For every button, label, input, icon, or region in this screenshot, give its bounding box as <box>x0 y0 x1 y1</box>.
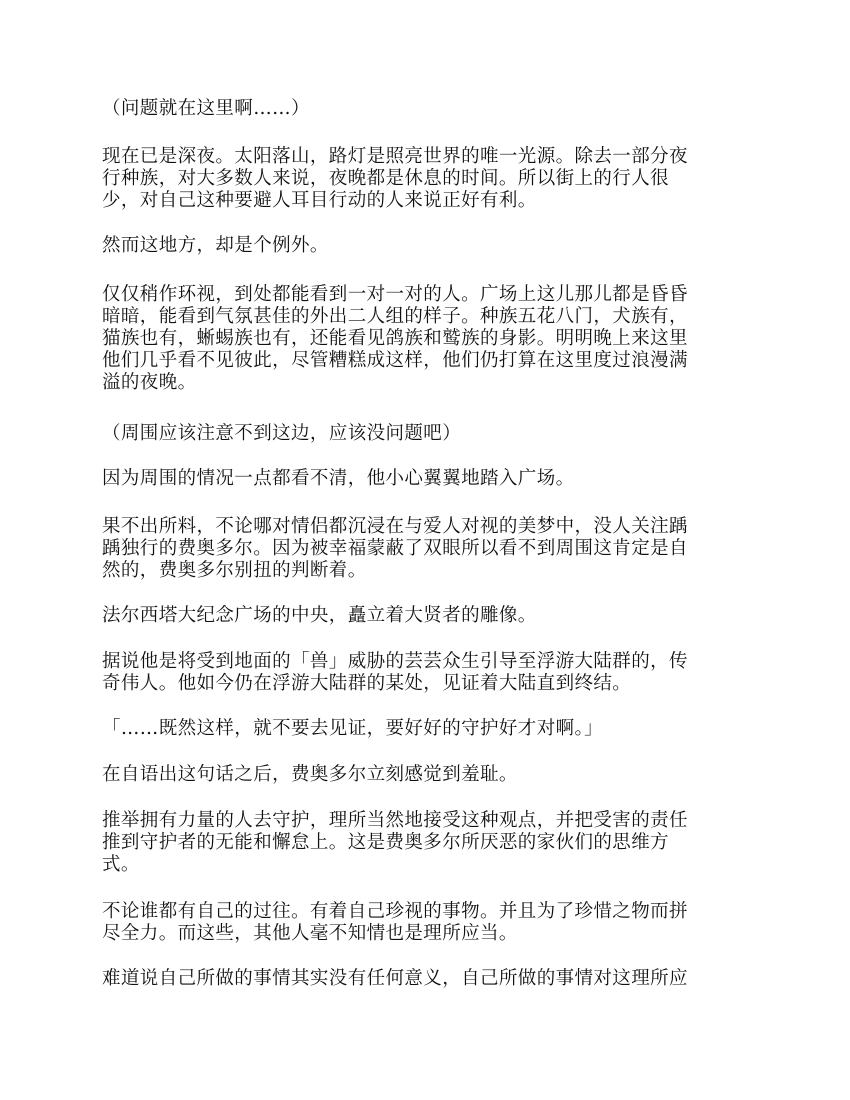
paragraph-5: （周围应该注意不到这边，应该没问题吧） <box>102 423 462 444</box>
paragraph-4: 仅仅稍作环视，到处都能看到一对一对的人。广场上这儿那儿都是昏昏 暗暗，能看到气氛甚佳的外出二人组的样子。种族五花八门，犬族有， 猫族也有，蜥蜴族也有，还能看见鸽族和鹫族的身影。明明晚上来这里 他们几乎看不见彼此，尽管糟糕成这样，他们仍打算在这里度过浪漫满 溢的夜晚。 <box>102 284 688 393</box>
paragraph-11: 在自语出这句话之后，费奥多尔立刻感觉到羞耻。 <box>102 764 518 785</box>
paragraph-10: 「……既然这样，就不要去见证，要好好的守护好才对啊。」 <box>102 718 604 739</box>
paragraph-9: 据说他是将受到地面的「兽」威胁的芸芸众生引导至浮游大陆群的，传 奇伟人。他如今仍在浮游大陆群的某处，见证着大陆直到终结。 <box>102 651 688 694</box>
paragraph-14: 难道说自己所做的事情其实没有任何意义，自己所做的事情对这理所应 <box>102 968 688 989</box>
paragraph-12: 推举拥有力量的人去守护，理所当然地接受这种观点，并把受害的责任 推到守护者的无能和懈怠上。这是费奥多尔所厌恶的家伙们的思维方 式。 <box>102 810 688 875</box>
paragraph-13: 不论谁都有自己的过往。有着自己珍视的事物。并且为了珍惜之物而拼 尽全力。而这些，其他人毫不知情也是理所应当。 <box>102 901 688 944</box>
paragraph-2: 现在已是深夜。太阳落山，路灯是照亮世界的唯一光源。除去一部分夜 行种族，对大多数人来说，夜晚都是休息的时间。所以街上的行人很 少，对自己这种要避人耳目行动的人来说正好有利。 <box>102 146 688 211</box>
paragraph-8: 法尔西塔大纪念广场的中央，矗立着大贤者的雕像。 <box>102 605 537 626</box>
paragraph-1: （问题就在这里啊……） <box>102 98 310 119</box>
paragraph-3: 然而这地方，却是个例外。 <box>102 235 329 256</box>
paragraph-6: 因为周围的情况一点都看不清，他小心翼翼地踏入广场。 <box>102 468 575 489</box>
paragraph-7: 果不出所料，不论哪对情侣都沉浸在与爱人对视的美梦中，没人关注踽 踽独行的费奥多尔。因为被幸福蒙蔽了双眼所以看不到周围这肯定是自 然的，费奥多尔别扭的判断着。 <box>102 516 688 581</box>
